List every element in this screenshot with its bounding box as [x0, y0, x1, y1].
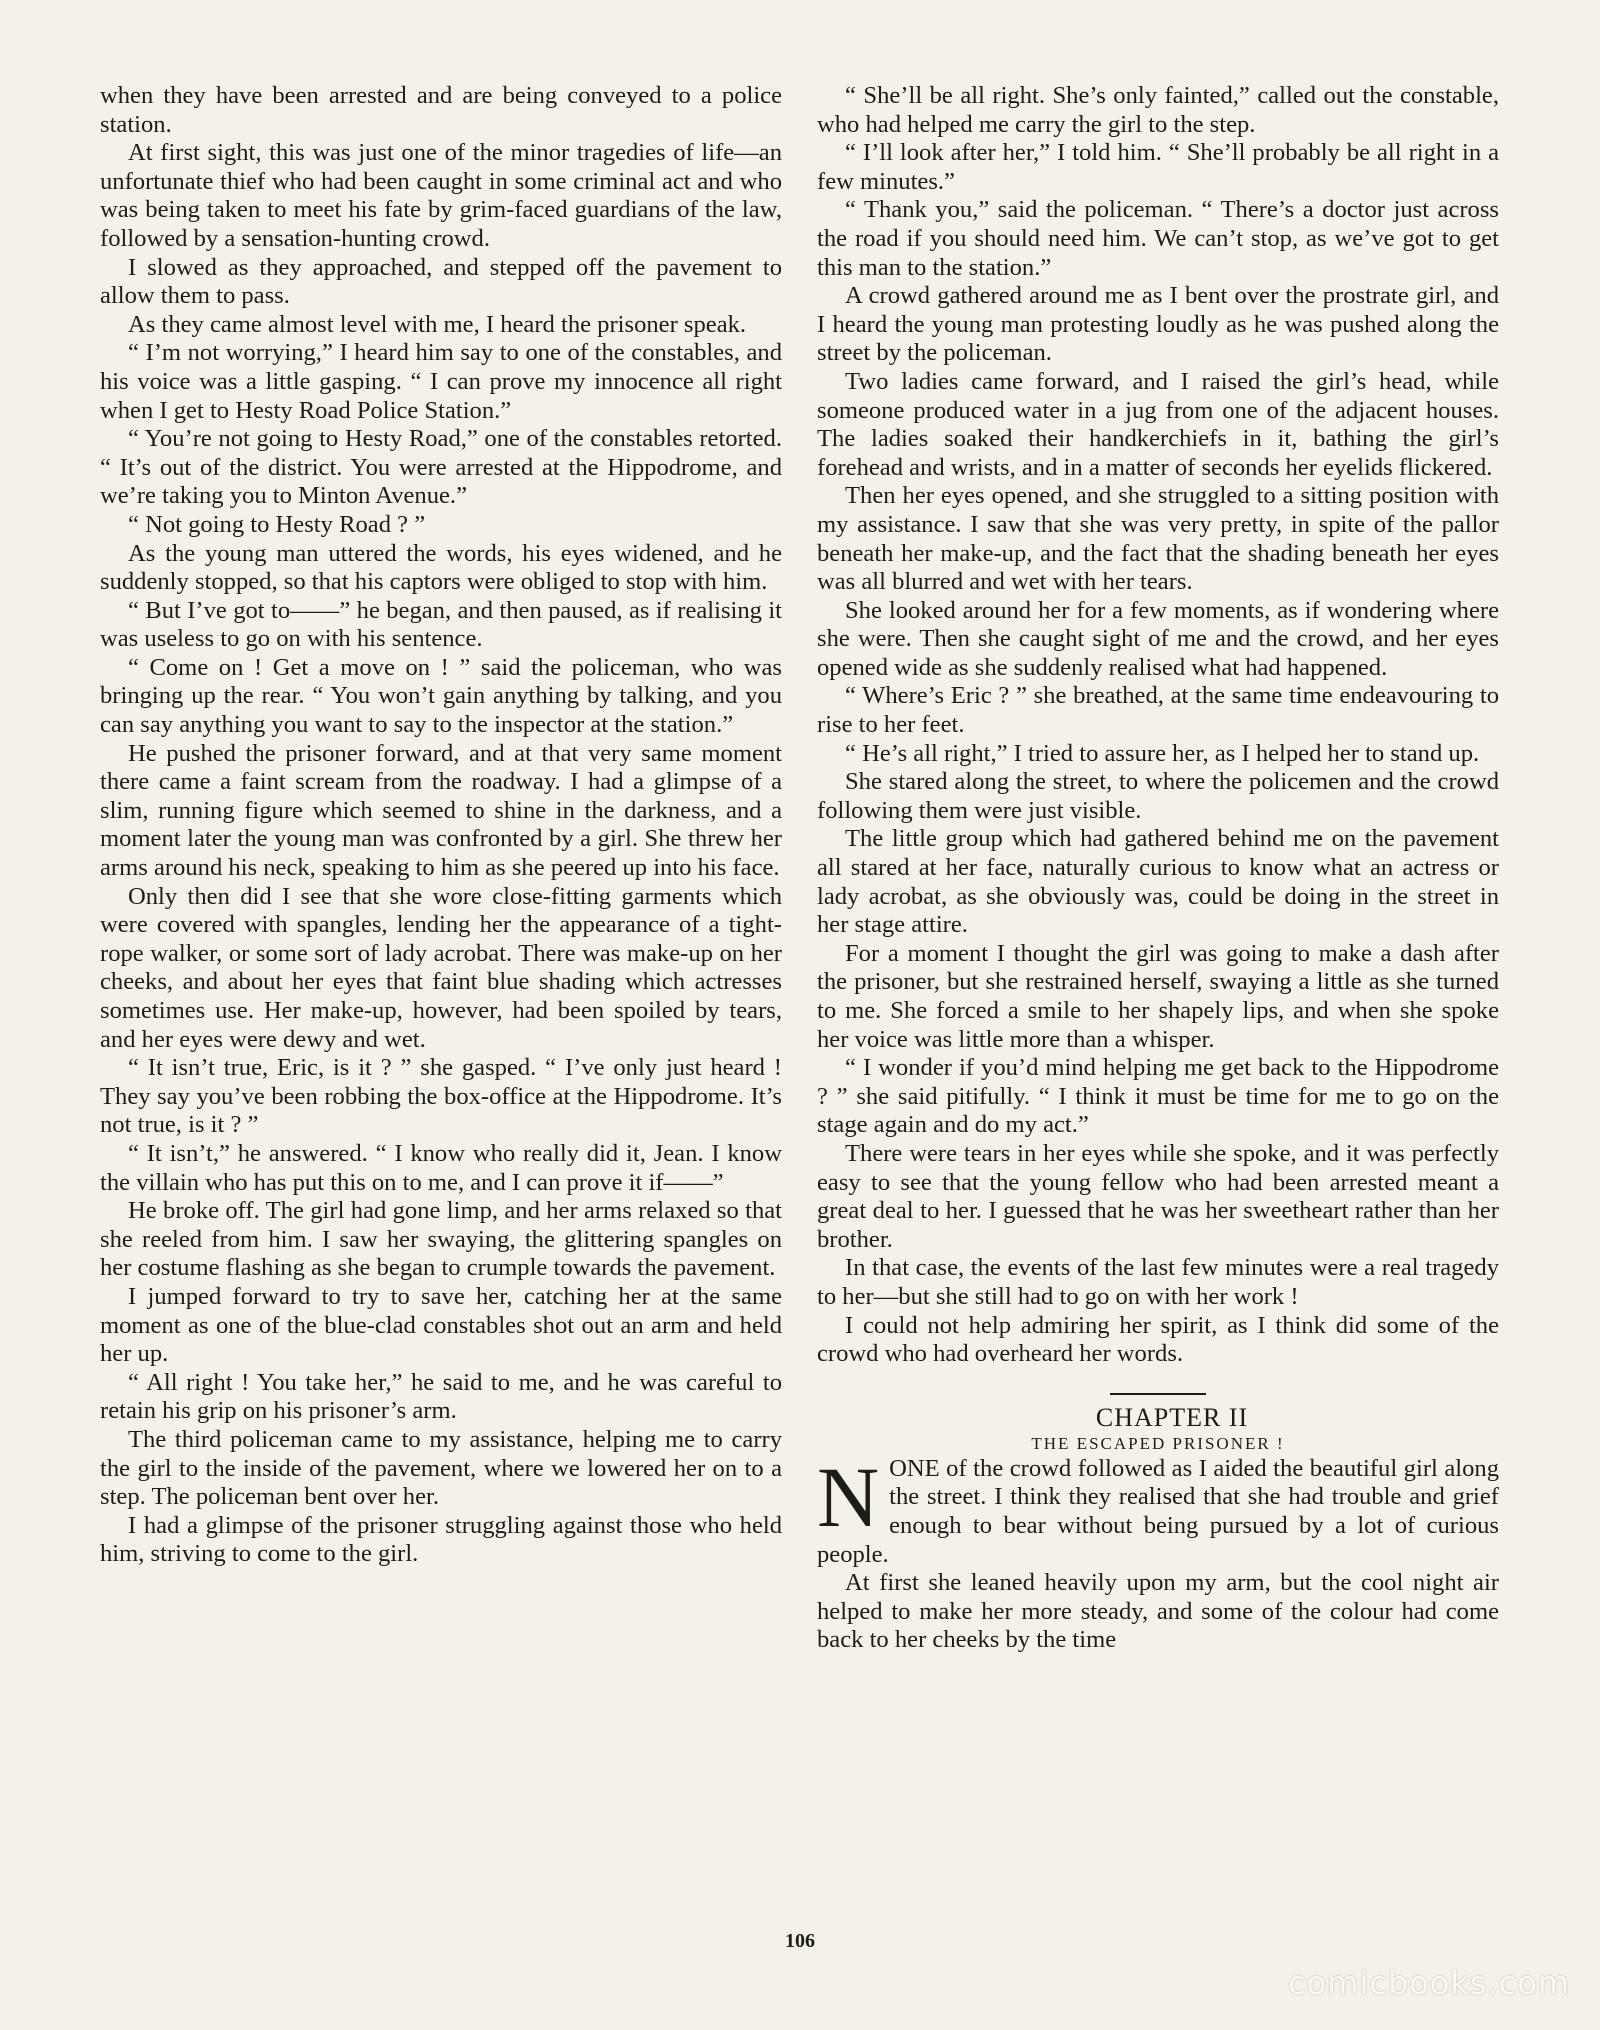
paragraph: “ Where’s Eric ? ” she breathed, at the same time endeavouring to rise to her feet. — [817, 682, 1499, 739]
paragraph: He broke off. The girl had gone limp, and her arms relaxed so that she reeled from him. I saw her swaying, the glittering spangles on her costume flashing as she began to crumple towards the pavement. — [100, 1197, 782, 1282]
opening-text: of the crowd followed as I aided the beautiful girl along the street. I think they realised that she had trouble and grief enough to bear without being pursued by a lot of curious people. — [817, 1454, 1499, 1568]
right-column — [817, 82, 1499, 1655]
paragraph: “ I wonder if you’d mind helping me get back to the Hippodrome ? ” she said pitifully. “ I think it must be time for me to go on the stage again and do my act.” — [817, 1054, 1499, 1139]
paragraph: I slowed as they approached, and stepped off the pavement to allow them to pass. — [100, 253, 782, 310]
paragraph: Then her eyes opened, and she struggled to a sitting position with my assistance. I saw that she was very pretty, in spite of the pallor beneath her make-up, and the fact that the shading beneath her eyes was all blurred and wet with her tears. — [817, 482, 1499, 596]
paragraph: when they have been arrested and are being conveyed to a police station. — [100, 82, 782, 138]
paragraph: “ I’m not worrying,” I heard him say to one of the constables, and his voice was a little gasping. “ I can prove my innocence all right when I get to Hesty Road Police Station.” — [100, 339, 782, 424]
paragraph: She stared along the street, to where the policemen and the crowd following them were just visible. — [817, 768, 1499, 824]
paragraph: As they came almost level with me, I heard the prisoner speak. — [128, 310, 747, 338]
paragraph: “ It isn’t,” he answered. “ I know who really did it, Jean. I know the villain who has put this on to me, and I can prove it if——” — [100, 1139, 782, 1196]
paragraph: He pushed the prisoner forward, and at that very same moment there came a faint scream from the roadway. I had a glimpse of a slim, running figure which seemed to shine in the darkness, and a moment later the young man was confronted by a girl. She threw her arms around his neck, speaking to him as she peered up into his face. — [100, 739, 782, 882]
paragraph: Only then did I see that she wore close-fitting garments which were covered with spangles, lending her the appearance of a tight-rope walker, or some sort of lady acrobat. There was make-up on her cheeks, and about her eyes that faint blue shading which actresses sometimes use. Her make-up, however, had been spoiled by tears, and her eyes were dewy and wet. — [100, 882, 782, 1053]
paragraph: There were tears in her eyes while she spoke, and it was perfectly easy to see that the young fellow who had been arrested meant a great deal to her. I guessed that he was her sweetheart rather than her brother. — [817, 1139, 1499, 1253]
paragraph: I could not help admiring her spirit, as I think did some of the crowd who had overheard her words. — [817, 1311, 1499, 1368]
paragraph: At first she leaned heavily upon my arm, but the cool night air helped to make her more steady, and some of the colour had come back to her cheeks by the time — [817, 1569, 1499, 1654]
paragraph: “ You’re not going to Hesty Road,” one of the constables retorted. “ It’s out of the district. You were arrested at the Hippodrome, and we’re taking you to Minton Avenue.” — [100, 425, 782, 510]
paragraph: “ She’ll be all right. She’s only fainted,” called out the constable, who had helped me carry the girl to the step. — [817, 82, 1499, 138]
paragraph: As the young man uttered the words, his eyes widened, and he suddenly stopped, so that his captors were obliged to stop with him. — [100, 539, 782, 596]
drop-cap: N — [817, 1448, 880, 1545]
paragraph: For a moment I thought the girl was going to make a dash after the prisoner, but she restrained herself, swaying a little as she turned to me. She forced a smile to her shapely lips, and when she spoke her voice was little more than a whisper. — [817, 939, 1499, 1053]
paragraph: “ I’ll look after her,” I told him. “ She’ll probably be all right in a few minutes.” — [817, 139, 1499, 195]
chapter-opening-paragraph — [817, 1448, 1499, 1569]
paragraph: I jumped forward to try to save her, catching her at the same moment as one of the blue-clad constables shot out an arm and held her up. — [100, 1282, 782, 1368]
watermark: comicbooks.com — [1287, 1964, 1570, 2002]
paragraph: The little group which had gathered behind me on the pavement all stared at her face, naturally curious to know what an actress or lady acrobat, as she obviously was, could be doing in the street in her stage attire. — [817, 825, 1499, 939]
paragraph: “ But I’ve got to——” he began, and then paused, as if realising it was useless to go on with his sentence. — [100, 596, 782, 653]
paragraph: She looked around her for a few moments, as if wondering where she were. Then she caught sight of me and the crowd, and her eyes opened wide as she suddenly realised what had happened. — [817, 596, 1499, 681]
left-column — [100, 82, 782, 1569]
paragraph: The third policeman came to my assistance, helping me to carry the girl to the inside of the pavement, where we lowered her on to a step. The policeman bent over her. — [100, 1425, 782, 1511]
paragraph: “ Come on ! Get a move on ! ” said the policeman, who was bringing up the rear. “ You won’t gain anything by talking, and you can say anything you want to say to the inspector at the station.” — [100, 653, 782, 739]
paragraph: “ It isn’t true, Eric, is it ? ” she gasped. “ I’ve only just heard ! They say you’ve been robbing the box-office at the Hippodrome. It’s not true, is it ? ” — [100, 1054, 782, 1139]
paragraph: In that case, the events of the last few minutes were a real tragedy to her—but she still had to go on with her work ! — [817, 1254, 1499, 1310]
chapter-heading: CHAPTER II — [1095, 1402, 1249, 1432]
paragraph: “ He’s all right,” I tried to assure her, as I helped her to stand up. — [845, 739, 1480, 767]
paragraph: Two ladies came forward, and I raised the girl’s head, while someone produced water in a jug from one of the adjacent houses. The ladies soaked their handkerchiefs in it, bathing the girl’s forehead and wrists, and in a matter of seconds her eyelids flickered. — [817, 367, 1499, 481]
page-number: 106 — [785, 1930, 815, 1952]
paragraph: I had a glimpse of the prisoner struggling against those who held him, striving to come to the girl. — [100, 1511, 782, 1568]
paragraph: A crowd gathered around me as I bent over the prostrate girl, and I heard the young man protesting loudly as he was pushed along the street by the policeman. — [817, 282, 1499, 367]
paragraph: “ Thank you,” said the policeman. “ There’s a doctor just across the road if you should need him. We can’t stop, as we’ve got to get this man to the station.” — [817, 196, 1499, 281]
chapter-title: THE ESCAPED PRISONER ! — [1031, 1433, 1285, 1453]
chapter-divider — [1110, 1393, 1206, 1395]
paragraph: “ Not going to Hesty Road ? ” — [128, 510, 426, 538]
first-word-rest: ONE — [889, 1454, 940, 1482]
paragraph: At first sight, this was just one of the minor tragedies of life—an unfortunate thief who had been caught in some criminal act and who was being taken to meet his fate by grim-faced guardians of the law, followed by a sensation-hunting crowd. — [100, 139, 782, 252]
paragraph: “ All right ! You take her,” he said to me, and he was careful to retain his grip on his prisoner’s arm. — [100, 1368, 782, 1425]
